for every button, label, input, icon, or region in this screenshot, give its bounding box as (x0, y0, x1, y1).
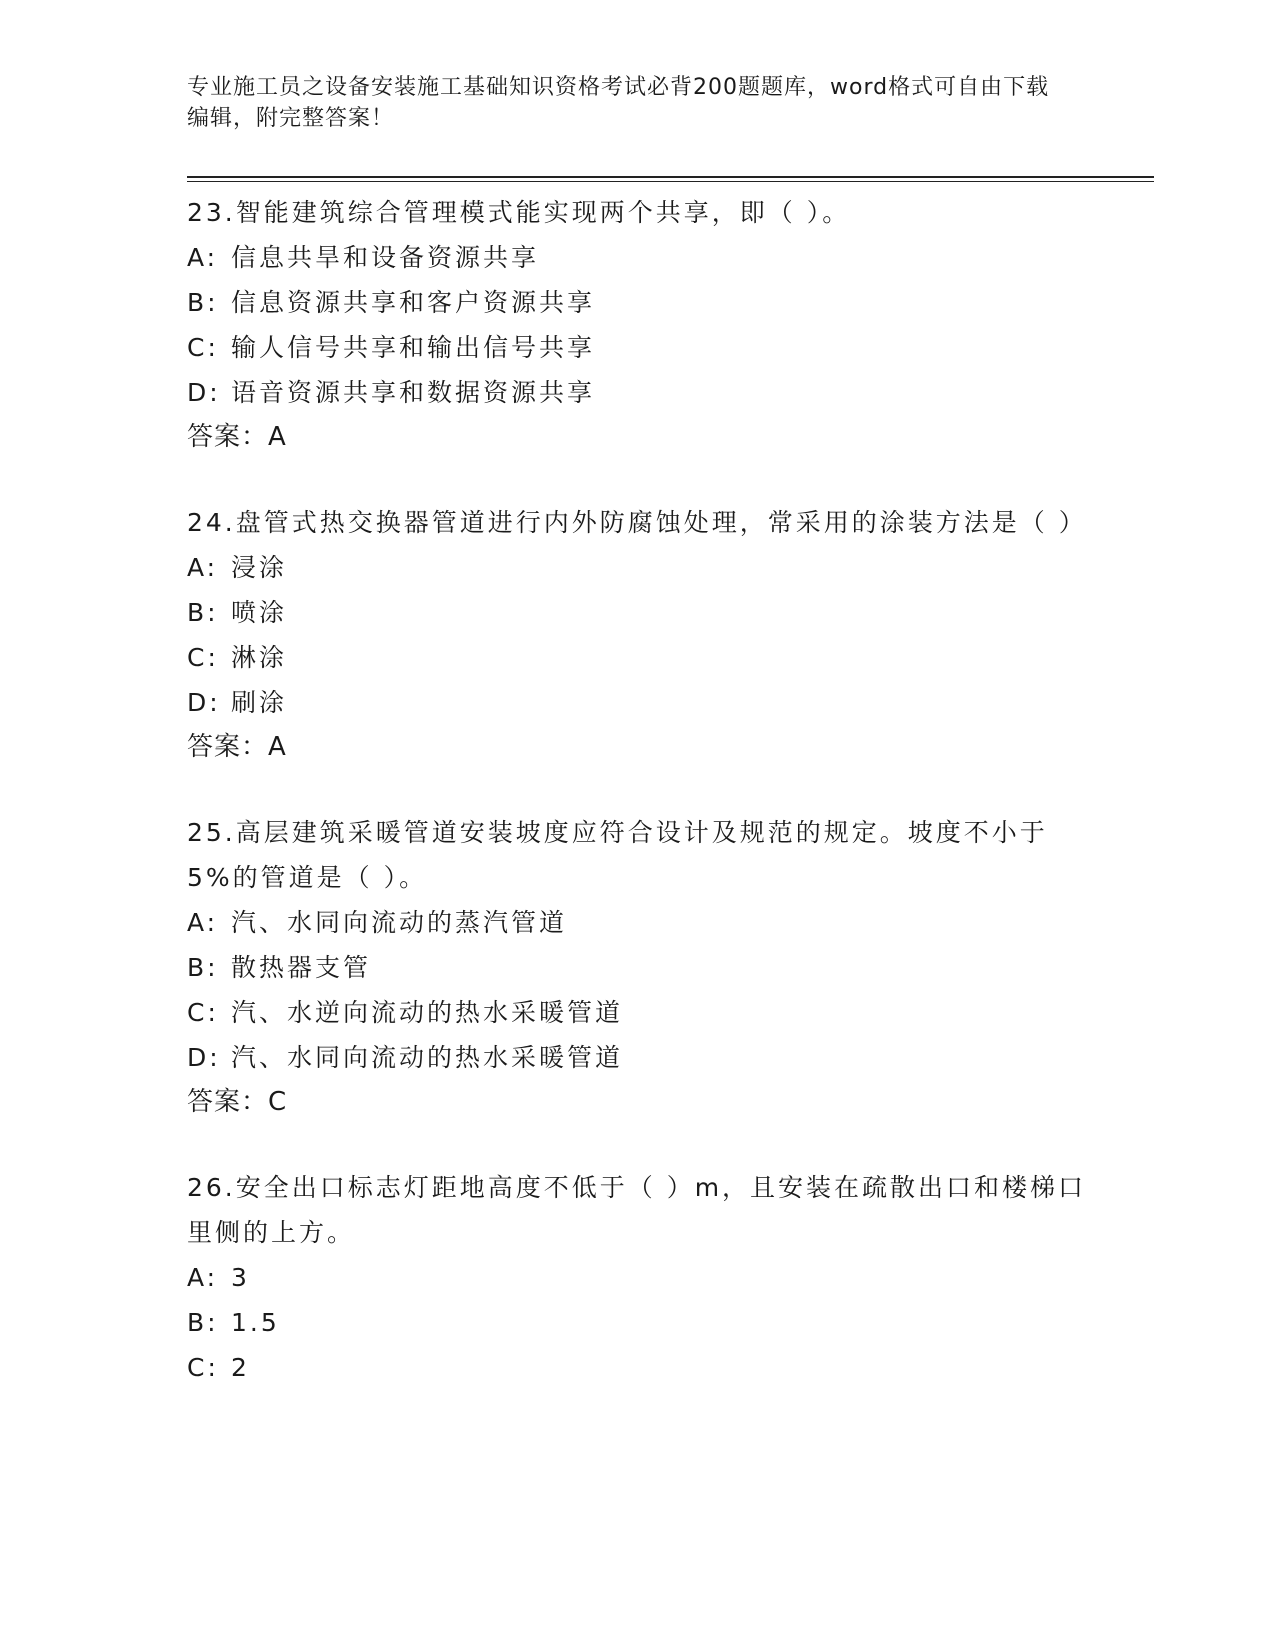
option-c (187, 325, 1087, 370)
answer-line: 答案：A (187, 732, 287, 762)
option-text: 散热器支管 (231, 953, 372, 982)
option-a (187, 235, 1087, 280)
option-a (187, 900, 1087, 945)
option-key: A: (187, 1263, 219, 1292)
option-key: A: (187, 553, 219, 582)
option-b (187, 945, 1087, 990)
answer-line: 答案：C (187, 1087, 288, 1117)
option-d (187, 680, 1087, 725)
question-26 (187, 1165, 1087, 1390)
option-b (187, 590, 1087, 635)
question-stem: 25.高层建筑采暖管道安装坡度应符合设计及规范的规定。坡度不小于5%的管道是（ ）。 (187, 818, 1048, 892)
option-b (187, 280, 1087, 325)
option-d (187, 1035, 1087, 1080)
option-key: B: (187, 1308, 219, 1337)
option-text: 刷涂 (231, 688, 288, 717)
option-d (187, 370, 1087, 415)
option-text: 2 (231, 1353, 250, 1382)
option-key: C: (187, 1353, 219, 1382)
option-text: 汽、水同向流动的热水采暖管道 (231, 1043, 624, 1072)
question-list (187, 190, 1087, 1430)
option-key: B: (187, 953, 219, 982)
option-a (187, 545, 1087, 590)
question-25 (187, 810, 1087, 1125)
option-key: D: (187, 1043, 221, 1072)
option-text: 信息共旱和设备资源共享 (231, 243, 540, 272)
option-key: C: (187, 333, 219, 362)
option-a (187, 1255, 1087, 1300)
option-c (187, 1345, 1087, 1390)
option-key: C: (187, 998, 219, 1027)
option-b (187, 1300, 1087, 1345)
question-stem: 26.安全出口标志灯距地高度不低于（ ）m，且安装在疏散出口和楼梯口里侧的上方。 (187, 1173, 1087, 1247)
option-key: C: (187, 643, 219, 672)
document-header: 专业施工员之设备安装施工基础知识资格考试必背200题题库，word格式可自由下载编辑，附完整答案！ (187, 75, 1050, 131)
question-24 (187, 500, 1087, 770)
option-text: 语音资源共享和数据资源共享 (231, 378, 596, 407)
option-key: A: (187, 243, 219, 272)
option-key: B: (187, 288, 219, 317)
header-divider-thin (187, 181, 1154, 182)
option-text: 1.5 (231, 1308, 280, 1337)
option-text: 信息资源共享和客户资源共享 (231, 288, 596, 317)
option-text: 输人信号共享和输出信号共享 (231, 333, 596, 362)
question-stem: 24.盘管式热交换器管道进行内外防腐蚀处理，常采用的涂装方法是（ ） (187, 508, 1087, 537)
answer-line: 答案：A (187, 422, 287, 452)
option-key: D: (187, 378, 221, 407)
question-stem: 23.智能建筑综合管理模式能实现两个共享，即（ ）。 (187, 198, 851, 227)
option-key: D: (187, 688, 221, 717)
option-c (187, 635, 1087, 680)
option-text: 汽、水逆向流动的热水采暖管道 (231, 998, 624, 1027)
option-text: 淋涂 (231, 643, 288, 672)
option-text: 3 (231, 1263, 250, 1292)
header-divider-thick (187, 176, 1154, 178)
option-c (187, 990, 1087, 1035)
option-text: 汽、水同向流动的蒸汽管道 (231, 908, 568, 937)
question-23 (187, 190, 1087, 460)
option-text: 浸涂 (231, 553, 288, 582)
option-key: A: (187, 908, 219, 937)
option-key: B: (187, 598, 219, 627)
option-text: 喷涂 (231, 598, 288, 627)
